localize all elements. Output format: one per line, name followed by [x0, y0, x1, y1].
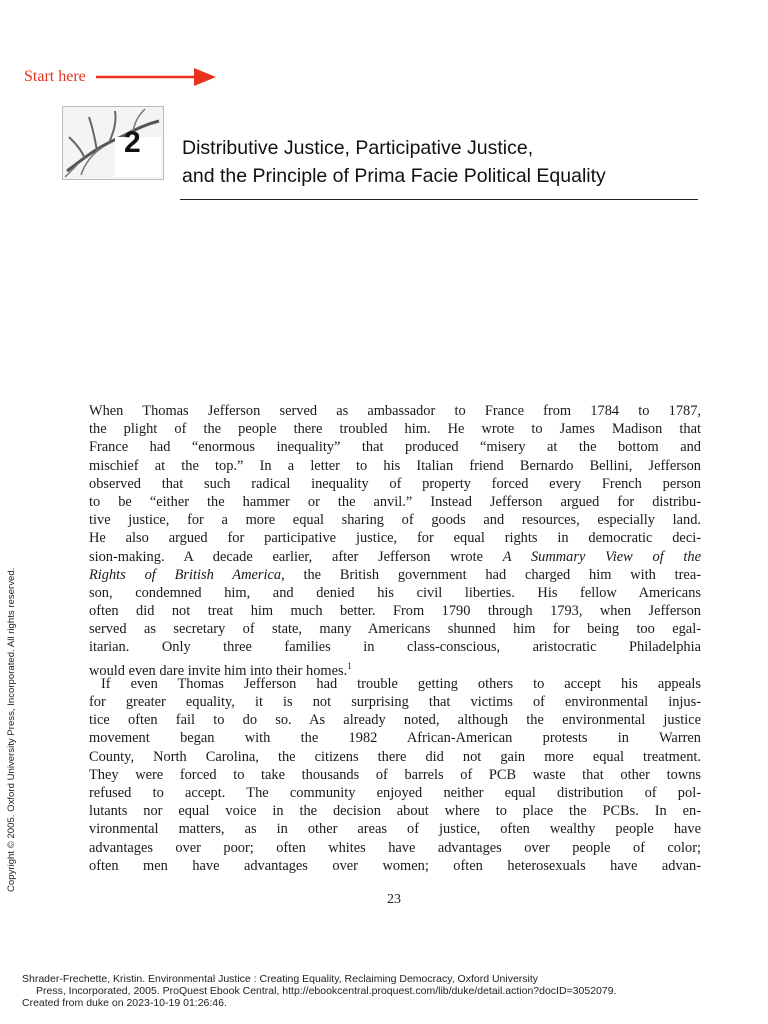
copyright-side-note — [6, 567, 17, 892]
body-line: lutants nor equal voice in the decision about where to place the PCBs. In en- — [89, 803, 701, 820]
citation-footer — [22, 973, 616, 1009]
citation-line-2[interactable]: Press, Incorporated, 2005. ProQuest Ebook Central, http://ebookcentral.proquest.com/lib/duke/detail.action?docID=3052079. — [36, 985, 617, 997]
chapter-ornament — [62, 106, 164, 180]
body-line: mischief at the top.” In a letter to his Italian friend Bernardo Bellini, Jefferson — [89, 457, 701, 474]
copyright-text: Copyright © 2005. Oxford University Press, Incorporated. All rights reserved. — [6, 567, 17, 892]
book-title-italic: Rights of British America — [89, 566, 282, 583]
body-line: He also argued for participative justice, for equal rights in democratic deci- — [89, 530, 701, 547]
body-text-run: , the British government had charged him with trea- — [281, 566, 701, 583]
body-line: When Thomas Jefferson served as ambassador to France from 1784 to 1787, — [89, 403, 701, 419]
body-text-run: sion-making. A decade earlier, after Jefferson wrote — [89, 548, 483, 565]
body-line: often did not treat him much better. From 1790 through 1793, when Jefferson — [89, 603, 701, 620]
citation-line-3: Created from duke on 2023-10-19 01:26:46. — [22, 997, 227, 1009]
start-here-annotation — [24, 66, 218, 88]
body-line: advantages over poor; often whites have advantages over people of color; — [89, 839, 701, 856]
body-line: France had “enormous inequality” that produced “misery at the bottom and — [89, 439, 701, 456]
page-number: 23 — [387, 892, 401, 907]
body-line: vironmental matters, as in other areas of justice, often wealthy people have — [89, 821, 701, 838]
body-line: refused to accept. The community enjoyed neither equal distribution of pol- — [89, 784, 701, 801]
body-line: often men have advantages over women; often heterosexuals have advan- — [89, 857, 701, 874]
branch-ornament-icon — [63, 107, 163, 179]
chapter-title-line-1: Distributive Justice, Participative Justice, — [182, 137, 534, 159]
body-line: If even Thomas Jefferson had trouble getting others to accept his appeals — [101, 675, 701, 692]
body-line — [89, 566, 701, 584]
book-title-italic: A Summary View of the — [502, 548, 701, 565]
chapter-number: 2 — [124, 126, 141, 159]
body-line: to be “either the hammer or the anvil.” Instead Jefferson argued for distribu- — [89, 493, 701, 510]
body-line: They were forced to take thousands of barrels of PCB waste that other towns — [89, 766, 701, 783]
body-line: the plight of the people there troubled him. He wrote to James Madison that — [89, 421, 701, 438]
body-line: movement began with the 1982 African-American protests in Warren — [89, 730, 701, 747]
citation-line-1: Shrader-Frechette, Kristin. Environmental Justice : Creating Equality, Reclaiming Democracy, Oxford University — [22, 973, 539, 985]
start-here-label: Start here — [24, 68, 86, 85]
body-line: for greater equality, it is not surprising that victims of environmental injus- — [89, 694, 701, 710]
footnote-marker[interactable]: 1 — [347, 660, 352, 671]
body-line: tive justice, for a more equal sharing of goods and resources, especially land. — [89, 512, 701, 529]
chapter-title — [182, 134, 722, 190]
body-line: tice often fail to do so. As already noted, although the environmental justice — [89, 712, 701, 729]
body-line: son, condemned him, and denied his civil liberties. His fellow Americans — [89, 584, 701, 601]
body-line: County, North Carolina, the citizens there did not gain more equal treatment. — [89, 748, 701, 765]
body-line — [89, 548, 701, 566]
body-line: served as secretary of state, many Americans shunned him for being too egal- — [89, 621, 701, 638]
body-line — [89, 657, 701, 679]
title-divider — [180, 199, 698, 200]
body-line: itarian. Only three families in class-conscious, aristocratic Philadelphia — [89, 639, 701, 656]
body-line: observed that such radical inequality of property forced every French person — [89, 475, 701, 492]
body-text-run: would even dare invite him into their homes. — [89, 662, 348, 679]
chapter-title-line-2: and the Principle of Prima Facie Political Equality — [182, 165, 606, 187]
right-arrow-icon — [94, 66, 218, 88]
body-text — [89, 402, 701, 875]
